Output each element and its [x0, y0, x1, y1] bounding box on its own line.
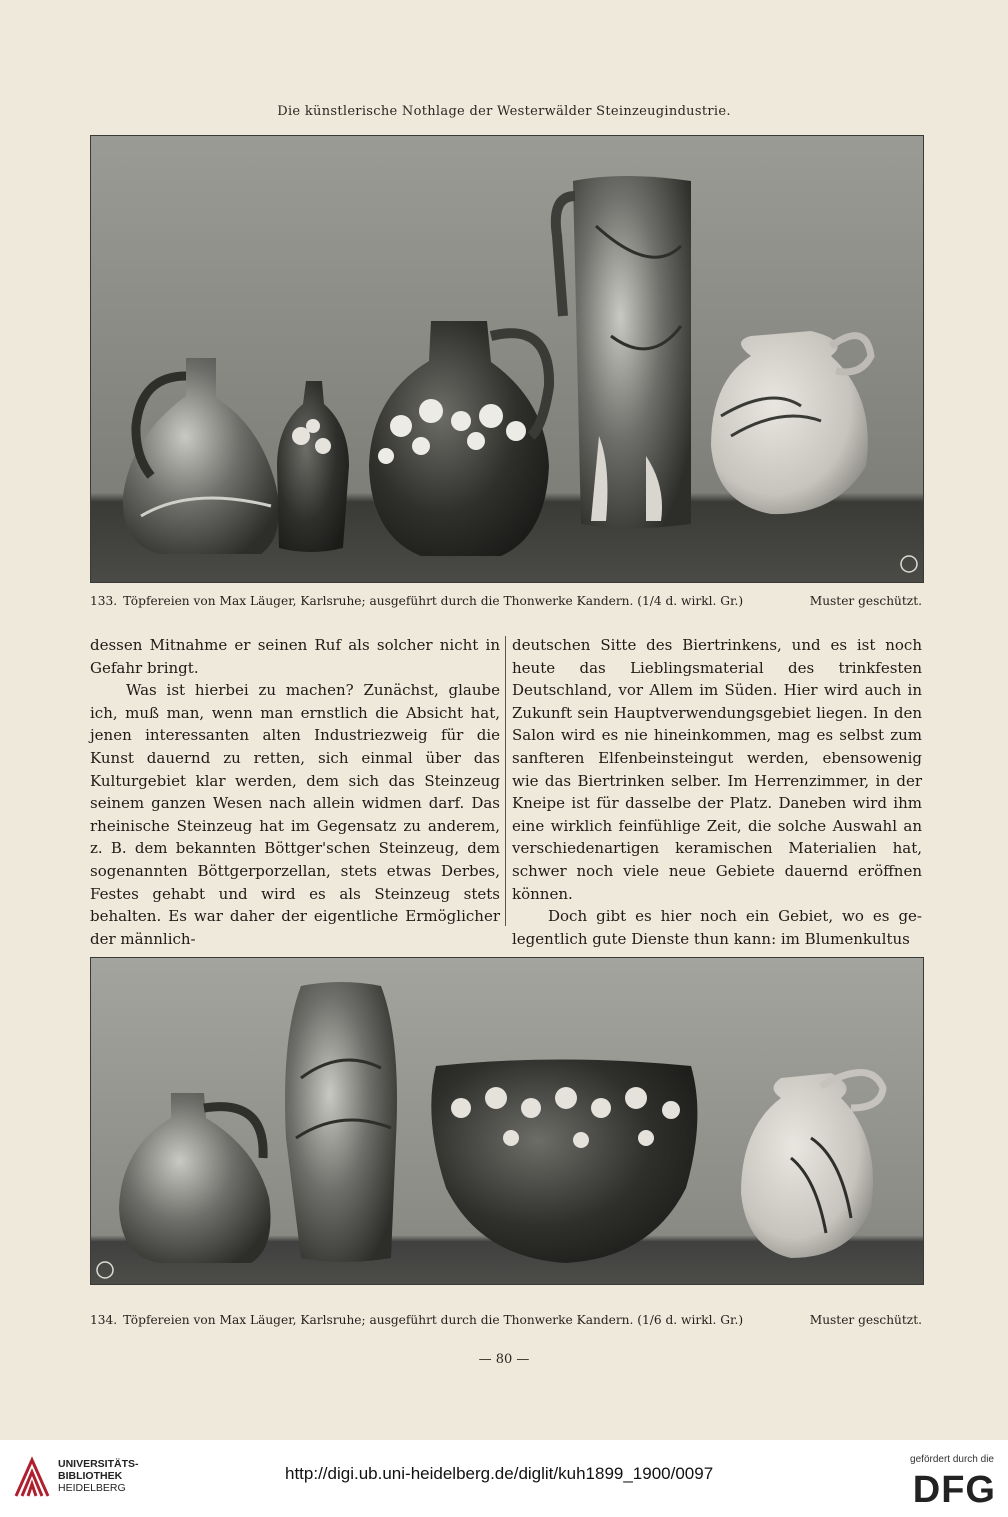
figure-134-photo: [90, 957, 924, 1285]
paragraph: Was ist hierbei zu machen? Zunächst, glaube ich, muß man, wenn man ernstlich die Absicht hat, jenen interessanten alten Industriezweig für die Kunst dauernd zu retten, sich einmal über das Kulturgebiet klar werden, dem sich das Steinzeug seinem ganzen Wesen nach allein widmen darf. Das rheinische Steinzeug hat im Gegensatz zu anderem, z. B. dem bekannten Böttger'schen Steinzeug, dem sogenannten Böttgerporzellan, stets etwas Derbes, Festes gehabt und wird es als Steinzeug stets behalten. Es war daher der eigentliche Ermöglicher der männlich-: [90, 681, 500, 948]
funding-label: gefördert durch die: [910, 1454, 994, 1465]
column-divider: [505, 636, 506, 926]
figure-134-caption: [90, 1313, 922, 1327]
paragraph: deutschen Sitte des Biertrinkens, und es ist noch heute das Lieblingsmaterial des trinkfesten Deutschland, vor Allem im Süden. Hier wird auch in Zukunft sein Hauptverwendungsgebiet liegen. In den Salon wird es nie hineinkommen, mag es selbst zum sanfteren Elfenbeinsteingut werden, ebensowenig wie das Biertrinken selber. Im Herrenzimmer, in der Kneipe ist für dasselbe der Platz. Daneben wird ihm eine wirklich feinfühlige Zeit, die solche Auswahl an verschiedenartigen keramischen Materialien hat, schwer noch viele neue Gebiete dauernd eröffnen können.: [512, 636, 922, 903]
text-column-right: [512, 634, 922, 950]
university-library-name: UNIVERSITÄTS- BIBLIOTHEK HEIDELBERG: [58, 1458, 139, 1494]
vessel-tall-vase: [285, 982, 397, 1262]
figure-133-photo: [90, 135, 924, 583]
figure-133-caption: [90, 594, 922, 608]
figure-number: 133.: [90, 594, 118, 608]
permalink-url[interactable]: http://digi.ub.uni-heidelberg.de/diglit/kuh1899_1900/0097: [285, 1464, 714, 1483]
caption-text: Töpfereien von Max Läuger, Karlsruhe; ausgeführt durch die Thonwerke Kandern. (1/4 d. wirkl. Gr.): [123, 594, 744, 608]
caption-text: Töpfereien von Max Läuger, Karlsruhe; ausgeführt durch die Thonwerke Kandern. (1/6 d. wirkl. Gr.): [123, 1313, 744, 1327]
caption-copyright: Muster geschützt.: [809, 1313, 922, 1327]
paragraph: dessen Mitnahme er seinen Ruf als solcher nicht in Gefahr bringt.: [90, 636, 500, 677]
figure-134-image: [91, 958, 923, 1284]
running-head: Die künstlerische Nothlage der Westerwälder Steinzeugindustrie.: [277, 104, 731, 119]
figure-number: 134.: [90, 1313, 118, 1327]
page-number: — 80 —: [478, 1352, 530, 1367]
dfg-logo: DFG: [912, 1469, 996, 1511]
paragraph: Doch gibt es hier noch ein Gebiet, wo es ge-legentlich gute Dienste thun kann: im Blumenkultus: [512, 907, 922, 948]
university-library-logo-icon: [12, 1456, 52, 1500]
text-column-left: [90, 634, 500, 950]
figure-133-image: [91, 136, 923, 582]
caption-copyright: Muster geschützt.: [809, 594, 922, 608]
footer-bar: [0, 1440, 1008, 1517]
